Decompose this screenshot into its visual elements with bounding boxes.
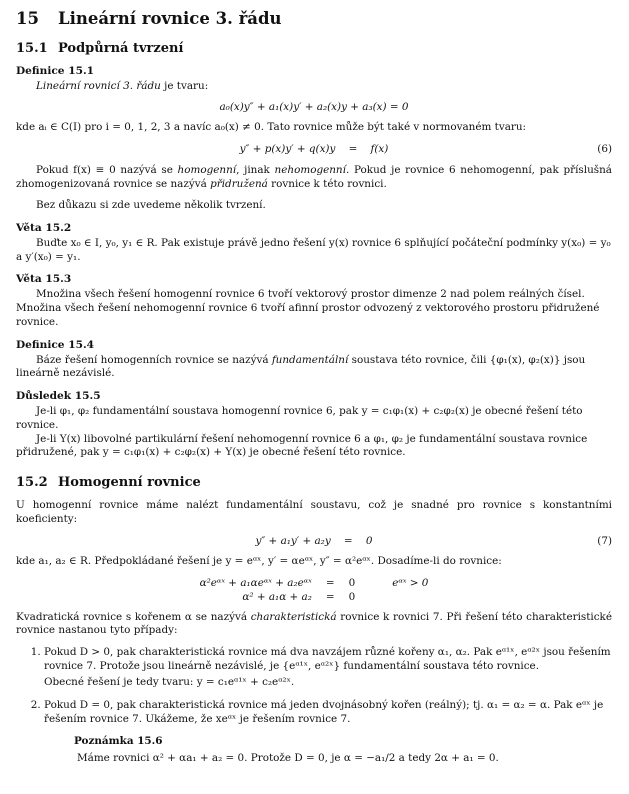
definition-body — [16, 354, 612, 381]
theorem-15-3 — [16, 273, 612, 329]
definition-heading: Definice 15.1 — [16, 64, 95, 77]
case-1-text: 1. Pokud D > 0, pak charakteristická rovnice má dva navzájem různé kořeny α₁, α₂. Pak eᵅ¹ˣ, eᵅ²ˣ jsou řešením rovnice 7. Protože jsou lineárně nezávislé, je {eᵅ¹ˣ, eᵅ²ˣ} fundamentální soustava této rovnice. — [44, 646, 611, 672]
section-title-1 — [16, 40, 612, 57]
chapter-title-text: Lineární rovnice 3. řádu — [58, 9, 282, 28]
section-title-2 — [16, 474, 612, 491]
system-rhs-1: 0 — [348, 577, 356, 590]
term-fundamental: fundamentální — [271, 353, 349, 366]
definition-condition: kde aᵢ ∈ C(I) pro i = 0, 1, 2, 3 a navíc a₀(x) ≠ 0. Tato rovnice může být také v normovaném tvaru: — [16, 121, 527, 134]
corollary-15-5 — [16, 390, 612, 460]
char-text-b: rovnice k rovnici 7. Při řešení této charakteristické rovnice nastanou tyto případy: — [16, 610, 612, 637]
term-linear-equation: Lineární rovnicí 3. řádu — [36, 79, 161, 92]
system-row-2 — [193, 591, 436, 605]
system-lhs-2: α² + a₁α + a₂ — [242, 590, 312, 603]
system-note-2 — [362, 591, 435, 605]
definition-15-1 — [16, 65, 612, 213]
equation-general-form: a₀(x)y″ + a₁(x)y′ + a₂(x)y + a₃(x) = 0 — [219, 100, 409, 113]
definition-text-a: Báze řešení homogenních rovnice se nazývá — [36, 353, 272, 366]
remark-heading: Poznámka 15.6 — [74, 734, 163, 747]
document-page — [16, 8, 612, 775]
system-row-1 — [193, 577, 436, 591]
remark-15-6 — [74, 735, 612, 766]
definition-text-b: soustava této rovnice, čili {φ₁(x), φ₂(x)} jsou lineárně nezávislé. — [16, 353, 586, 380]
theorem-body: Množina všech řešení homogenní rovnice 6 tvoří vektorový prostor dimenze 2 nad polem reálných čísel. Množina všech řešení nehomogenní rovnice 6 tvoří afinní prostor odvozený z vektorového prostoru přidružené rovnice. — [16, 288, 600, 328]
case-2-text: 2. Pokud D = 0, pak charakteristická rovnice má jeden dvojnásobný kořen (reálný); tj. α₁ = α₂ = α. Pak eᵅˣ je řešením rovnice 7. Ukážeme, že xeᵅˣ je řešením rovnice 7. — [44, 699, 604, 725]
system-rel-1: = — [325, 577, 335, 590]
homogeneous-definition-paragraph — [16, 164, 612, 191]
equation-7 — [16, 535, 612, 549]
equation-6 — [16, 143, 612, 157]
theorem-15-2 — [16, 222, 612, 264]
para-text-d: rovnice k této rovnici. — [267, 177, 387, 190]
equation-number-7: (7) — [597, 534, 612, 547]
para-text-c: . Pokud je rovnice 6 nehomogenní, pak příslušná zhomogenizovaná rovnice se nazývá — [16, 163, 612, 190]
no-proof-paragraph: Bez důkazu si zde uvedeme několik tvrzení. — [36, 199, 266, 212]
definition-intro — [16, 80, 612, 94]
eq6-lhs: y″ + p(x)y′ + q(x)y — [239, 143, 336, 156]
eq6-rhs: f(x) — [370, 143, 389, 156]
chapter-number: 15 — [16, 9, 39, 28]
theorem-heading: Věta 15.3 — [16, 273, 72, 286]
remark-body: Máme rovnici α² + αa₁ + a₂ = 0. Protože D = 0, je α = −a₁/2 a tedy 2α + a₁ = 0. — [77, 752, 499, 765]
system-rhs-2: 0 — [348, 590, 356, 603]
eq6-rel: = — [348, 143, 358, 156]
term-nonhomogeneous: nehomogenní — [274, 163, 346, 176]
chapter-title — [16, 8, 612, 30]
para-text-a: Pokud f(x) ≡ 0 nazývá se — [36, 163, 178, 176]
substitution-system — [193, 577, 436, 604]
term-homogeneous: homogenní — [177, 163, 237, 176]
section-title-text-1: Podpůrná tvrzení — [58, 40, 184, 56]
section-number-2: 15.2 — [16, 474, 48, 490]
corollary-heading: Důsledek 15.5 — [16, 390, 101, 403]
eq7-rel: = — [343, 534, 353, 547]
char-text-a: Kvadratická rovnice s kořenem α se nazývá — [16, 610, 251, 623]
definition-heading: Definice 15.4 — [16, 338, 95, 351]
eq7-rhs: 0 — [365, 534, 373, 547]
cases-list — [16, 646, 612, 766]
section-number-1: 15.1 — [16, 40, 48, 56]
term-characteristic: charakteristická — [250, 610, 337, 623]
definition-15-4 — [16, 339, 612, 381]
case-item-1 — [44, 646, 612, 690]
term-associated: přidružená — [210, 177, 268, 190]
para-text-b: , jinak — [236, 163, 275, 176]
case-item-2 — [44, 699, 612, 766]
section-title-text-2: Homogenní rovnice — [58, 474, 201, 490]
system-lhs-1: α²eᵅˣ + a₁αeᵅˣ + a₂eᵅˣ — [199, 577, 312, 590]
system-note-1: eᵅˣ > 0 — [392, 577, 429, 590]
case-1-general-solution: Obecné řešení je tedy tvaru: y = c₁eᵅ¹ˣ + c₂eᵅ²ˣ. — [44, 676, 295, 689]
definition-intro-rest: je tvaru: — [160, 79, 209, 92]
corollary-line-2: Je-li Y(x) libovolné partikulární řešení nehomogenní rovnice 6 a φ₁, φ₂ je fundamentální soustava rovnice přidružené, pak y = c₁φ₁(x) + c₂φ₂(x) + Y(x) je obecné řešení této rovnice. — [16, 432, 588, 459]
assumed-solution-paragraph: kde a₁, a₂ ∈ R. Předpokládané řešení je y = eᵅˣ, y′ = αeᵅˣ, y″ = α²eᵅˣ. Dosadíme-li do rovnice: — [16, 555, 502, 568]
equation-number-6: (6) — [597, 143, 612, 156]
homogeneous-intro: U homogenní rovnice máme nalézt fundamentální soustavu, což je snadné pro rovnice s konstantními koeficienty: — [16, 499, 612, 525]
theorem-heading: Věta 15.2 — [16, 222, 72, 235]
eq7-lhs: y″ + a₁y′ + a₂y — [255, 534, 331, 547]
system-rel-2: = — [325, 590, 335, 603]
corollary-line-1: Je-li φ₁, φ₂ fundamentální soustava homogenní rovnice 6, pak y = c₁φ₁(x) + c₂φ₂(x) je obecné řešení této rovnice. — [16, 405, 583, 431]
characteristic-equation-paragraph — [16, 611, 612, 638]
theorem-body: Buďte x₀ ∈ I, y₀, y₁ ∈ R. Pak existuje právě jedno řešení y(x) rovnice 6 splňující počáteční podmínky y(x₀) = y₀ a y′(x₀) = y₁. — [16, 237, 611, 263]
